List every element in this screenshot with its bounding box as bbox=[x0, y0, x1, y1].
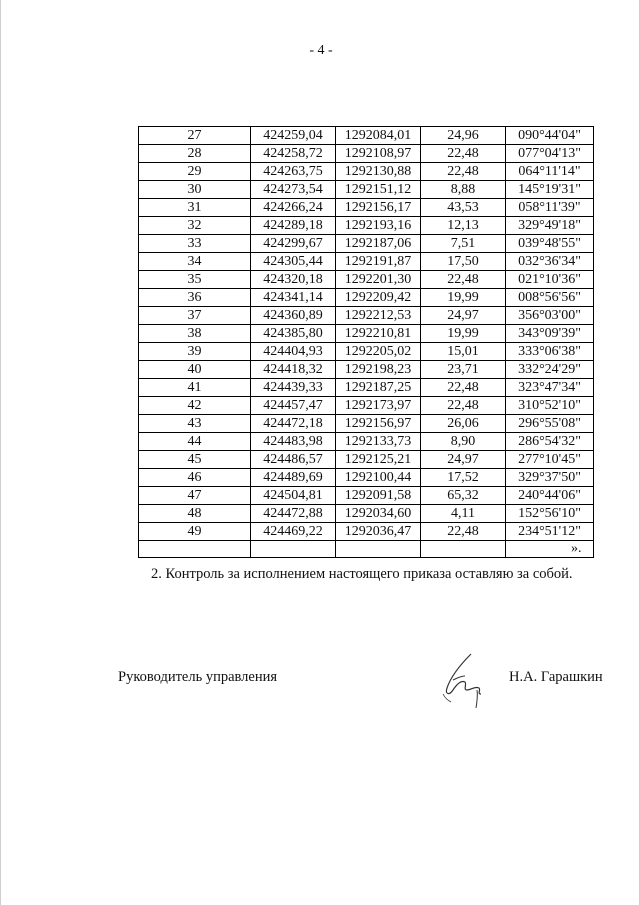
coordinates-table-body bbox=[139, 127, 594, 558]
point-number-cell: 40 bbox=[139, 361, 251, 379]
bearing-cell: 277°10'45" bbox=[506, 451, 594, 469]
distance-cell: 17,52 bbox=[421, 469, 506, 487]
y-coordinate-cell: 1292212,53 bbox=[336, 307, 421, 325]
table-row bbox=[139, 343, 594, 361]
distance-cell: 7,51 bbox=[421, 235, 506, 253]
point-number-cell: 49 bbox=[139, 523, 251, 541]
point-number-cell: 38 bbox=[139, 325, 251, 343]
bearing-cell: 145°19'31" bbox=[506, 181, 594, 199]
table-row bbox=[139, 307, 594, 325]
distance-cell: 22,48 bbox=[421, 145, 506, 163]
point-number-cell: 37 bbox=[139, 307, 251, 325]
distance-cell: 23,71 bbox=[421, 361, 506, 379]
control-paragraph: 2. Контроль за исполнением настоящего приказа оставляю за собой. bbox=[151, 566, 573, 582]
y-coordinate-cell: 1292133,73 bbox=[336, 433, 421, 451]
table-row bbox=[139, 325, 594, 343]
table-row bbox=[139, 163, 594, 181]
table-row bbox=[139, 199, 594, 217]
bearing-cell: 008°56'56" bbox=[506, 289, 594, 307]
y-coordinate-cell: 1292198,23 bbox=[336, 361, 421, 379]
x-coordinate-cell: 424273,54 bbox=[251, 181, 336, 199]
x-coordinate-cell: 424263,75 bbox=[251, 163, 336, 181]
bearing-cell: 286°54'32" bbox=[506, 433, 594, 451]
table-row bbox=[139, 451, 594, 469]
distance-cell: 8,88 bbox=[421, 181, 506, 199]
y-coordinate-cell: 1292084,01 bbox=[336, 127, 421, 145]
bearing-cell: 064°11'14" bbox=[506, 163, 594, 181]
point-number-cell: 39 bbox=[139, 343, 251, 361]
page-number: - 4 - bbox=[309, 43, 333, 58]
table-row bbox=[139, 253, 594, 271]
x-coordinate-cell: 424289,18 bbox=[251, 217, 336, 235]
bearing-cell: 323°47'34" bbox=[506, 379, 594, 397]
point-number-cell: 48 bbox=[139, 505, 251, 523]
x-coordinate-cell: 424266,24 bbox=[251, 199, 336, 217]
y-coordinate-cell: 1292108,97 bbox=[336, 145, 421, 163]
y-coordinate-cell: 1292187,25 bbox=[336, 379, 421, 397]
distance-cell: 65,32 bbox=[421, 487, 506, 505]
bearing-cell: 090°44'04" bbox=[506, 127, 594, 145]
x-coordinate-cell: 424341,14 bbox=[251, 289, 336, 307]
y-coordinate-cell: 1292187,06 bbox=[336, 235, 421, 253]
table-row bbox=[139, 379, 594, 397]
y-coordinate-cell: 1292210,81 bbox=[336, 325, 421, 343]
distance-cell: 43,53 bbox=[421, 199, 506, 217]
bearing-cell: 332°24'29" bbox=[506, 361, 594, 379]
distance-cell: 12,13 bbox=[421, 217, 506, 235]
x-coordinate-cell: 424439,33 bbox=[251, 379, 336, 397]
point-number-cell: 41 bbox=[139, 379, 251, 397]
point-number-cell: 30 bbox=[139, 181, 251, 199]
bearing-cell: 152°56'10" bbox=[506, 505, 594, 523]
point-number-cell: 46 bbox=[139, 469, 251, 487]
x-coordinate-cell: 424489,69 bbox=[251, 469, 336, 487]
x-coordinate-cell: 424483,98 bbox=[251, 433, 336, 451]
point-number-cell: 27 bbox=[139, 127, 251, 145]
x-coordinate-cell: 424486,57 bbox=[251, 451, 336, 469]
table-row bbox=[139, 271, 594, 289]
distance-cell: 19,99 bbox=[421, 325, 506, 343]
table-row bbox=[139, 145, 594, 163]
table-row bbox=[139, 433, 594, 451]
distance-cell: 26,06 bbox=[421, 415, 506, 433]
coordinates-table bbox=[138, 126, 594, 558]
x-coordinate-cell: 424320,18 bbox=[251, 271, 336, 289]
distance-cell: 24,97 bbox=[421, 451, 506, 469]
bearing-cell: 329°49'18" bbox=[506, 217, 594, 235]
closing-quote: ». bbox=[571, 541, 582, 556]
y-coordinate-cell: 1292151,12 bbox=[336, 181, 421, 199]
point-number-cell: 47 bbox=[139, 487, 251, 505]
bearing-cell: 333°06'38" bbox=[506, 343, 594, 361]
point-number-cell: 36 bbox=[139, 289, 251, 307]
point-number-cell: 42 bbox=[139, 397, 251, 415]
table-row bbox=[139, 505, 594, 523]
distance-cell: 24,97 bbox=[421, 307, 506, 325]
signatory-title: Руководитель управления bbox=[118, 669, 278, 685]
x-coordinate-cell: 424258,72 bbox=[251, 145, 336, 163]
y-coordinate-cell: 1292209,42 bbox=[336, 289, 421, 307]
table-row bbox=[139, 469, 594, 487]
bearing-cell: 240°44'06" bbox=[506, 487, 594, 505]
y-coordinate-cell: 1292156,97 bbox=[336, 415, 421, 433]
bearing-cell: 039°48'55" bbox=[506, 235, 594, 253]
bearing-cell: 296°55'08" bbox=[506, 415, 594, 433]
distance-cell: 22,48 bbox=[421, 379, 506, 397]
distance-cell: 15,01 bbox=[421, 343, 506, 361]
y-coordinate-cell: 1292193,16 bbox=[336, 217, 421, 235]
y-coordinate-cell: 1292130,88 bbox=[336, 163, 421, 181]
distance-cell: 17,50 bbox=[421, 253, 506, 271]
y-coordinate-cell: 1292125,21 bbox=[336, 451, 421, 469]
point-number-cell: 33 bbox=[139, 235, 251, 253]
point-number-cell: 32 bbox=[139, 217, 251, 235]
point-number-cell: 35 bbox=[139, 271, 251, 289]
table-row bbox=[139, 523, 594, 541]
table-row bbox=[139, 487, 594, 505]
point-number-cell: 34 bbox=[139, 253, 251, 271]
y-coordinate-cell: 1292156,17 bbox=[336, 199, 421, 217]
distance-cell: 22,48 bbox=[421, 523, 506, 541]
point-number-cell: 28 bbox=[139, 145, 251, 163]
bearing-cell: 021°10'36" bbox=[506, 271, 594, 289]
x-coordinate-cell: 424469,22 bbox=[251, 523, 336, 541]
point-number-cell: 29 bbox=[139, 163, 251, 181]
y-coordinate-cell: 1292201,30 bbox=[336, 271, 421, 289]
distance-cell: 24,96 bbox=[421, 127, 506, 145]
y-coordinate-cell: 1292034,60 bbox=[336, 505, 421, 523]
y-coordinate-cell: 1292100,44 bbox=[336, 469, 421, 487]
y-coordinate-cell: 1292091,58 bbox=[336, 487, 421, 505]
table-row bbox=[139, 397, 594, 415]
x-coordinate-cell: 424305,44 bbox=[251, 253, 336, 271]
x-coordinate-cell: 424472,88 bbox=[251, 505, 336, 523]
distance-cell: 19,99 bbox=[421, 289, 506, 307]
table-row bbox=[139, 289, 594, 307]
x-coordinate-cell: 424385,80 bbox=[251, 325, 336, 343]
point-number-cell: 31 bbox=[139, 199, 251, 217]
signature-icon bbox=[431, 650, 491, 710]
distance-cell: 22,48 bbox=[421, 163, 506, 181]
table-row bbox=[139, 415, 594, 433]
table-row bbox=[139, 181, 594, 199]
x-coordinate-cell-empty bbox=[251, 541, 336, 558]
distance-cell: 8,90 bbox=[421, 433, 506, 451]
distance-cell: 4,11 bbox=[421, 505, 506, 523]
x-coordinate-cell: 424504,81 bbox=[251, 487, 336, 505]
x-coordinate-cell: 424457,47 bbox=[251, 397, 336, 415]
table-row bbox=[139, 217, 594, 235]
distance-cell: 22,48 bbox=[421, 271, 506, 289]
bearing-cell: 077°04'13" bbox=[506, 145, 594, 163]
bearing-cell: 310°52'10" bbox=[506, 397, 594, 415]
point-number-cell: 44 bbox=[139, 433, 251, 451]
table-row-empty bbox=[139, 541, 594, 558]
x-coordinate-cell: 424360,89 bbox=[251, 307, 336, 325]
table-row bbox=[139, 127, 594, 145]
x-coordinate-cell: 424299,67 bbox=[251, 235, 336, 253]
bearing-cell: 032°36'34" bbox=[506, 253, 594, 271]
x-coordinate-cell: 424259,04 bbox=[251, 127, 336, 145]
y-coordinate-cell: 1292191,87 bbox=[336, 253, 421, 271]
x-coordinate-cell: 424404,93 bbox=[251, 343, 336, 361]
y-coordinate-cell: 1292036,47 bbox=[336, 523, 421, 541]
y-coordinate-cell-empty bbox=[336, 541, 421, 558]
point-number-cell: 45 bbox=[139, 451, 251, 469]
bearing-cell: 343°09'39" bbox=[506, 325, 594, 343]
x-coordinate-cell: 424472,18 bbox=[251, 415, 336, 433]
x-coordinate-cell: 424418,32 bbox=[251, 361, 336, 379]
y-coordinate-cell: 1292205,02 bbox=[336, 343, 421, 361]
y-coordinate-cell: 1292173,97 bbox=[336, 397, 421, 415]
point-number-cell-empty bbox=[139, 541, 251, 558]
point-number-cell: 43 bbox=[139, 415, 251, 433]
bearing-cell: 234°51'12" bbox=[506, 523, 594, 541]
bearing-cell: 058°11'39" bbox=[506, 199, 594, 217]
bearing-cell: 329°37'50" bbox=[506, 469, 594, 487]
signatory-name: Н.А. Гарашкин bbox=[509, 669, 603, 685]
distance-cell-empty bbox=[421, 541, 506, 558]
table-row bbox=[139, 235, 594, 253]
bearing-cell: 356°03'00" bbox=[506, 307, 594, 325]
distance-cell: 22,48 bbox=[421, 397, 506, 415]
table-row bbox=[139, 361, 594, 379]
